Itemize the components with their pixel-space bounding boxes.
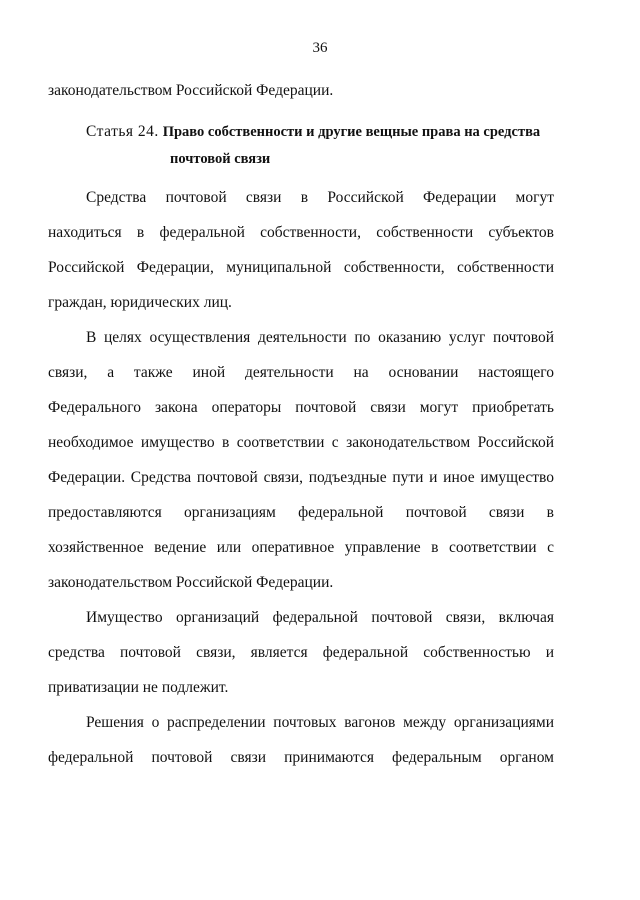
paragraph-line: граждан, юридических лиц.	[48, 294, 232, 311]
paragraph-line: Средства почтовой связи в Российской Федерации могут	[86, 189, 554, 206]
paragraph-line: средства почтовой связи, является федеральной собственностью и	[48, 644, 554, 661]
paragraph-line: хозяйственное ведение или оперативное управление в соответствии с	[48, 539, 554, 556]
paragraph-line: законодательством Российской Федерации.	[48, 574, 334, 591]
paragraph-line: Имущество организаций федеральной почтовой связи, включая	[86, 609, 554, 626]
article-number: Статья 24.	[86, 123, 159, 140]
paragraph-line: необходимое имущество в соответствии с законодательством Российской	[48, 434, 554, 451]
paragraph-line: связи, а также иной деятельности на основании настоящего	[48, 364, 554, 381]
paragraph-line: Федерального закона операторы почтовой связи могут приобретать	[48, 399, 554, 416]
page-number: 36	[312, 40, 328, 56]
paragraph-line: предоставляются организациям федеральной почтовой связи в	[48, 504, 554, 521]
continuation-line: законодательством Российской Федерации.	[48, 82, 334, 99]
paragraph-line: федеральной почтовой связи принимаются федеральным органом	[48, 749, 554, 766]
paragraph-line: Российской Федерации, муниципальной собственности, собственности	[48, 259, 554, 276]
article-heading	[86, 122, 540, 142]
paragraph-line: В целях осуществления деятельности по оказанию услуг почтовой	[86, 329, 554, 346]
paragraph-line: приватизации не подлежит.	[48, 679, 229, 696]
article-title-line1: Право собственности и другие вещные права на средства	[162, 124, 541, 140]
paragraph-line: Решения о распределении почтовых вагонов между организациями	[86, 714, 554, 731]
article-title-line2: почтовой связи	[170, 151, 271, 167]
paragraph-line: Федерации. Средства почтовой связи, подъездные пути и иное имущество	[48, 469, 554, 486]
paragraph-line: находиться в федеральной собственности, собственности субъектов	[48, 224, 554, 241]
